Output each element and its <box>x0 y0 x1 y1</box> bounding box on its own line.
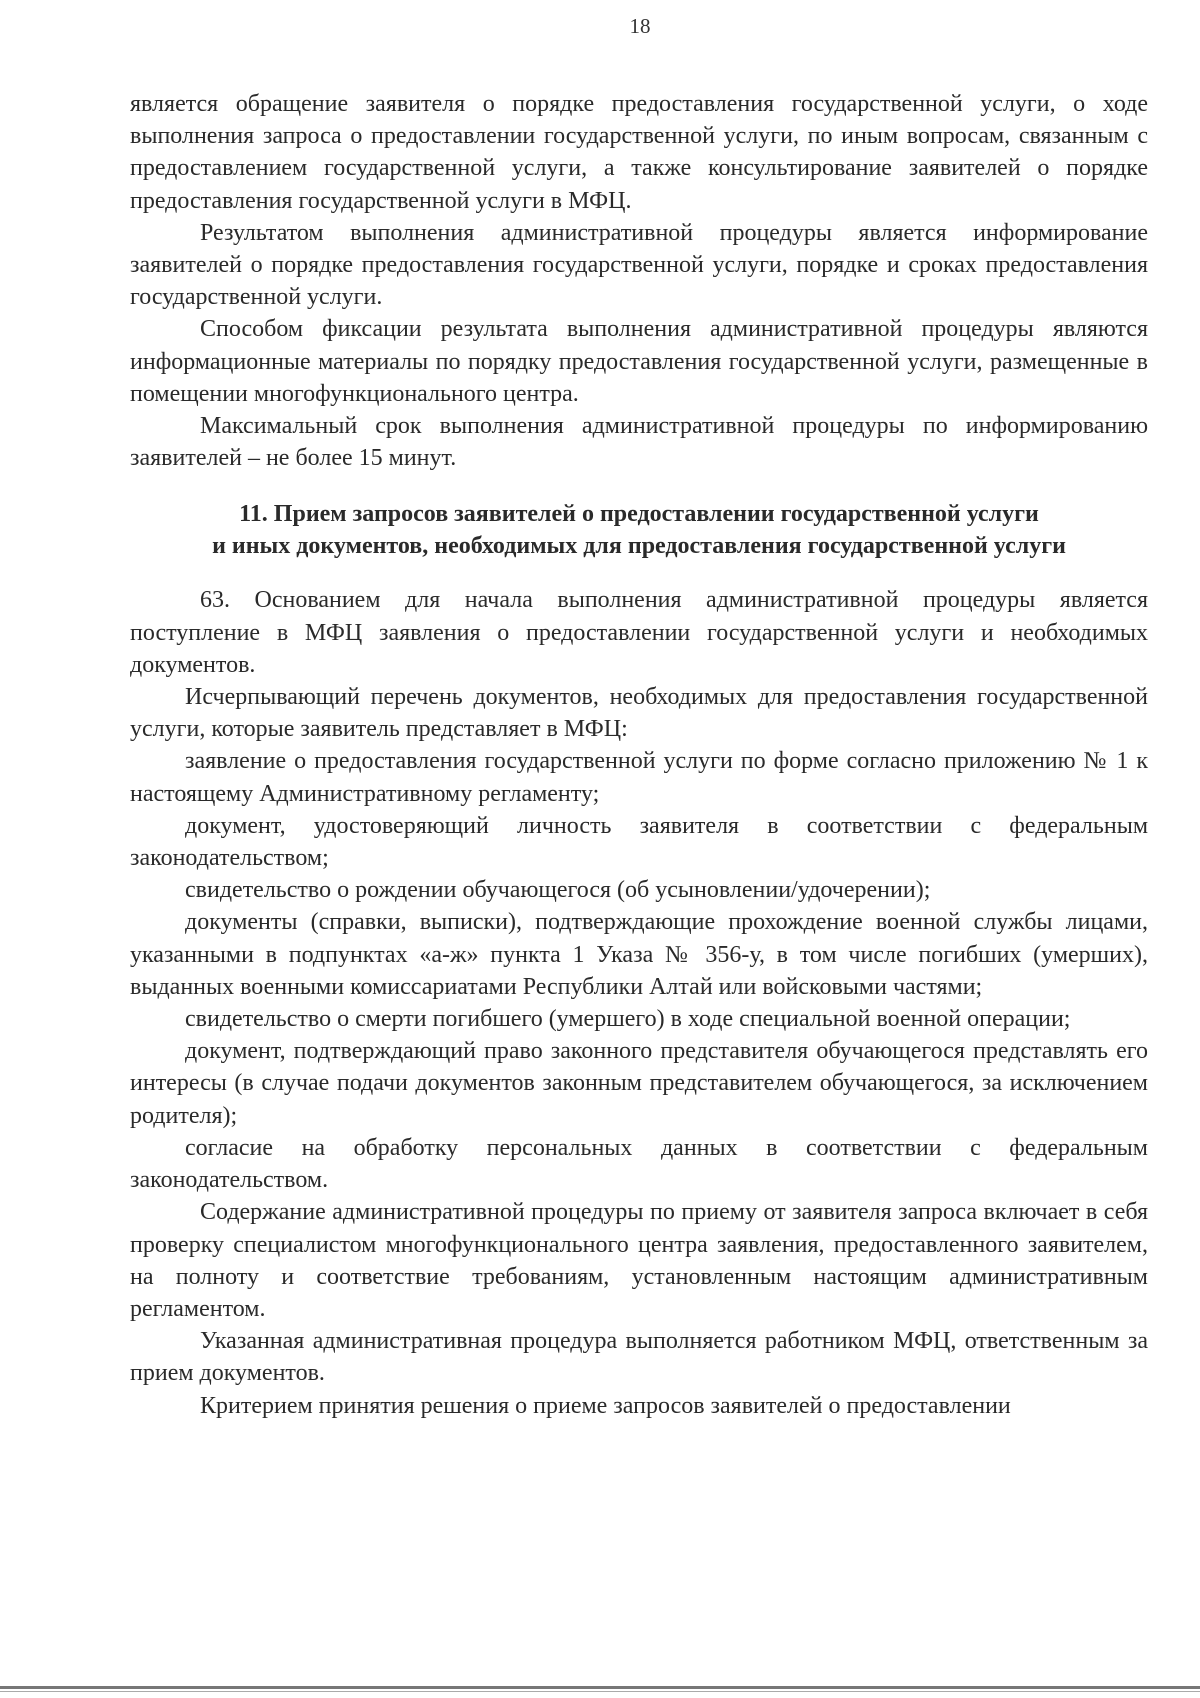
scan-bottom-edge <box>0 1686 1200 1689</box>
list-item-identity-document: документ, удостоверяющий личность заявителя в соответствии с федеральным законодательством; <box>130 812 1148 872</box>
list-item-death-certificate: свидетельство о смерти погибшего (умершего) в ходе специальной военной операции; <box>185 1006 1071 1033</box>
list-item-application: заявление о предоставления государственной услуги по форме согласно приложению № 1 к настоящему Административному регламенту; <box>130 748 1148 807</box>
section-heading-line-2: и иных документов, необходимых для предоставления государственной услуги <box>212 533 1066 560</box>
section-heading <box>130 498 1148 562</box>
list-item-representative-document: документ, подтверждающий право законного представителя обучающегося представлять его интересы (в случае подачи документов законным представителем обучающегося, за исключением родителя); <box>130 1038 1148 1129</box>
paragraph-procedure-content: Содержание административной процедуры по приему от заявителя запроса включает в себя проверку специалистом многофункционального центра заявления, предоставленного заявителем, на полноту и соответствие требованиям, установленным настоящим административным регламентом. <box>130 1199 1148 1322</box>
scan-bottom-edge-shadow <box>0 1691 1200 1692</box>
list-item-birth-certificate: свидетельство о рождении обучающегося (об усыновлении/удочерении); <box>185 877 931 904</box>
section-heading-line-1: 11. Прием запросов заявителей о предоставлении государственной услуги <box>239 501 1039 528</box>
list-item-personal-data-consent: согласие на обработку персональных данных в соответствии с федеральным законодательством. <box>130 1134 1148 1194</box>
paragraph-63-basis: 63. Основанием для начала выполнения административной процедуры является поступление в МФЦ заявления о предоставлении государственной услуги и необходимых документов. <box>130 587 1148 678</box>
paragraph-max-time: Максимальный срок выполнения административной процедуры по информированию заявителей – не более 15 минут. <box>130 413 1148 472</box>
paragraph-documents-list-intro: Исчерпывающий перечень документов, необходимых для предоставления государственной услуги, которые заявитель представляет в МФЦ: <box>130 684 1148 743</box>
paragraph-fixation-method: Способом фиксации результата выполнения административной процедуры являются информационные материалы по порядку предоставления государственной услуги, размещенные в помещении многофункционального центра. <box>130 316 1148 407</box>
paragraph-continuation: является обращение заявителя о порядке предоставления государственной услуги, о ходе выполнения запроса о предоставлении государственной услуги, по иным вопросам, связанным с предоставлением государственной услуги, а также консультирование заявителей о порядке предоставления государственной услуги в МФЦ. <box>130 91 1148 214</box>
page-number: 18 <box>629 14 651 38</box>
paragraph-decision-criterion: Критерием принятия решения о приеме запросов заявителей о предоставлении <box>200 1392 1011 1419</box>
paragraph-result: Результатом выполнения административной процедуры является информирование заявителей о порядке предоставления государственной услуги, порядке и сроках предоставления государственной услуги. <box>130 219 1148 311</box>
document-body <box>130 88 1148 1422</box>
paragraph-responsible-employee: Указанная административная процедура выполняется работником МФЦ, ответственным за прием документов. <box>130 1328 1148 1387</box>
list-item-military-service-documents: документы (справки, выписки), подтверждающие прохождение военной службы лицами, указанными в подпунктах «а-ж» пункта 1 Указа № 356-у, в том числе погибших (умерших), выданных военными комиссариатами Республики Алтай или войсковыми частями; <box>130 909 1148 1000</box>
